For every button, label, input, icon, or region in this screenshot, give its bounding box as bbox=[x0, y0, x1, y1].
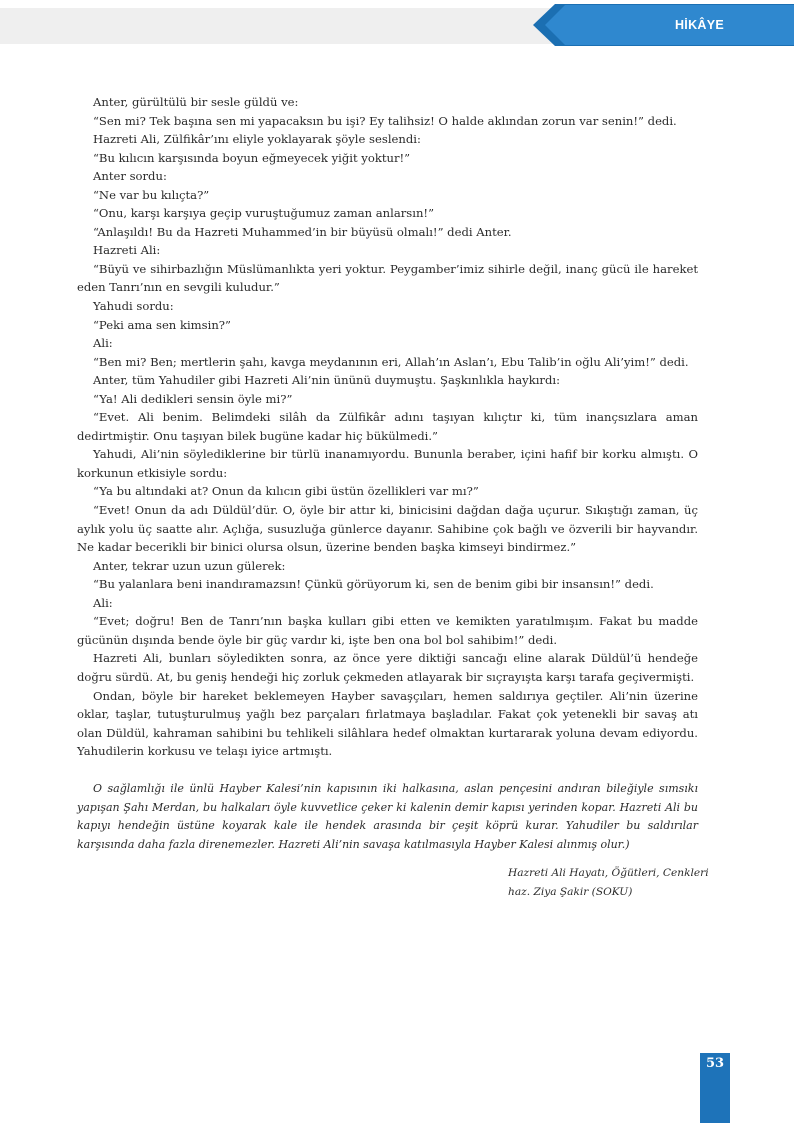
source-citation bbox=[508, 864, 708, 902]
story-paragraph: Hazreti Ali: bbox=[93, 243, 161, 258]
note-paragraph: O sağlamlığı ile ünlü Hayber Kalesi’nin kapısının iki halkasına, aslan pençesini andıran bileğiyle sımsıkı yapışan Şahı Merdan, bu halkaları öyle kuvvetlice çeker ki kalenin demir kapısı yerinden kopar. Hazreti Ali bu kapıyı hendeğin üstüne koyarak kale ile hendek arasında bir çeşit köprü kurar. Yahudiler bu saldırılar karşısında daha fazla direnemezler. Hazreti Ali’nin savaşa katılmasıyla Hayber Kalesi alınmış olur.) bbox=[77, 782, 698, 851]
story-paragraph: “Bu kılıcın karşısında boyun eğmeyecek yiğit yoktur!” bbox=[93, 150, 411, 165]
story-paragraph: “Ya! Ali dedikleri sensin öyle mi?” bbox=[93, 391, 293, 406]
story-paragraph: Anter, tüm Yahudiler gibi Hazreti Ali’nin ününü duymuştu. Şaşkınlıkla haykırdı: bbox=[93, 373, 561, 388]
story-paragraph: Anter, tekrar uzun uzun gülerek: bbox=[93, 558, 286, 573]
source-author: haz. Ziya Şakir (SOKU) bbox=[508, 886, 633, 898]
story-body bbox=[77, 93, 698, 761]
story-paragraph: “Sen mi? Tek başına sen mi yapacaksın bu işi? Ey talihsiz! O halde aklından zorun var senin!” dedi. bbox=[93, 113, 677, 128]
story-paragraph: “Bu yalanlara beni inandıramazsın! Çünkü görüyorum ki, sen de benim gibi bir insansın!” dedi. bbox=[93, 577, 654, 592]
story-paragraph: Ali: bbox=[93, 336, 113, 351]
story-paragraph: Ondan, böyle bir hareket beklemeyen Hayber savaşçıları, hemen saldırıya geçtiler. Ali’nin üzerine oklar, taşlar, tutuşturulmuş yağlı bez parçaları fırlatmaya başladılar. Fakat çok yetenekli bir savaş atı olan Düldül, kahraman sahibini bu tehlikeli silâhlara hedef olmaktan kurtararak yoluna devam ediyordu. Yahudilerin korkusu ve telaşı iyice artmıştı. bbox=[77, 688, 698, 759]
source-title: Hazreti Ali Hayatı, Öğütleri, Cenkleri bbox=[508, 867, 709, 879]
story-paragraph: Anter sordu: bbox=[93, 169, 167, 184]
story-paragraph: Yahudi sordu: bbox=[93, 299, 174, 314]
story-paragraph: “Ben mi? Ben; mertlerin şahı, kavga meydanının eri, Allah’ın Aslan’ı, Ebu Talib’in oğlu Ali’yim!” dedi. bbox=[93, 354, 689, 369]
italic-note bbox=[77, 780, 698, 854]
story-paragraph: “Anlaşıldı! Bu da Hazreti Muhammed’in bir büyüsü olmalı!” dedi Anter. bbox=[93, 224, 512, 239]
story-paragraph: “Ya bu altındaki at? Onun da kılıcın gibi üstün özellikleri var mı?” bbox=[93, 484, 479, 499]
story-paragraph: “Ne var bu kılıçta?” bbox=[93, 187, 210, 202]
story-paragraph: Yahudi, Ali’nin söylediklerine bir türlü inanamıyordu. Bununla beraber, içini hafif bir korku almıştı. O korkunun etkisiyle sordu: bbox=[77, 447, 698, 480]
story-paragraph: “Evet. Ali benim. Belimdeki silâh da Zülfikâr adını taşıyan kılıçtır ki, tüm inançsızlara aman dedirtmiştir. Onu taşıyan bilek bugüne kadar hiç bükülmedi.” bbox=[77, 410, 698, 443]
section-tab-label: HİKÂYE bbox=[674, 18, 725, 32]
story-paragraph: “Büyü ve sihirbazlığın Müslümanlıkta yeri yoktur. Peygamber’imiz sihirle değil, inanç gücü ile hareket eden Tanrı’nın en sevgili kuludur.” bbox=[77, 261, 698, 295]
story-paragraph: “Peki ama sen kimsin?” bbox=[93, 317, 231, 332]
story-paragraph: “Evet! Onun da adı Düldül’dür. O, öyle bir attır ki, binicisini dağdan dağa uçurur. Sıkıştığı zaman, üç aylık yolu üç saatte alır. Açlığa, susuzluğa günlerce dayanır. Sahibine çok bağlı ve özverili bir hayvandır. Ne kadar becerikli bir binici olursa olsun, üzerine benden başka kimseyi bindirmez.” bbox=[77, 503, 698, 555]
story-paragraph: Ali: bbox=[93, 595, 113, 610]
story-paragraph: Anter, gürültülü bir sesle güldü ve: bbox=[93, 95, 299, 109]
story-paragraph: Hazreti Ali, Zülfikâr’ını eliyle yoklayarak şöyle seslendi: bbox=[93, 132, 421, 147]
story-paragraph: “Evet; doğru! Ben de Tanrı’nın başka kulları gibi etten ve kemikten yaratılmışım. Fakat bu madde gücünün dışında bende öyle bir güç vardır ki, işte ben ona bol bol sahibim!” dedi. bbox=[77, 614, 698, 647]
story-paragraph: Hazreti Ali, bunları söyledikten sonra, az önce yere diktiği sancağı eline alarak Düldül’ü hendeğe doğru sürdü. At, bu geniş hendeği hiç zorluk çekmeden atlayarak bir sıçrayışta karşı tarafa geçivermişti. bbox=[77, 651, 698, 684]
page-number: 53 bbox=[705, 1056, 725, 1071]
story-paragraph: “Onu, karşı karşıya geçip vuruştuğumuz zaman anlarsın!” bbox=[93, 206, 435, 221]
